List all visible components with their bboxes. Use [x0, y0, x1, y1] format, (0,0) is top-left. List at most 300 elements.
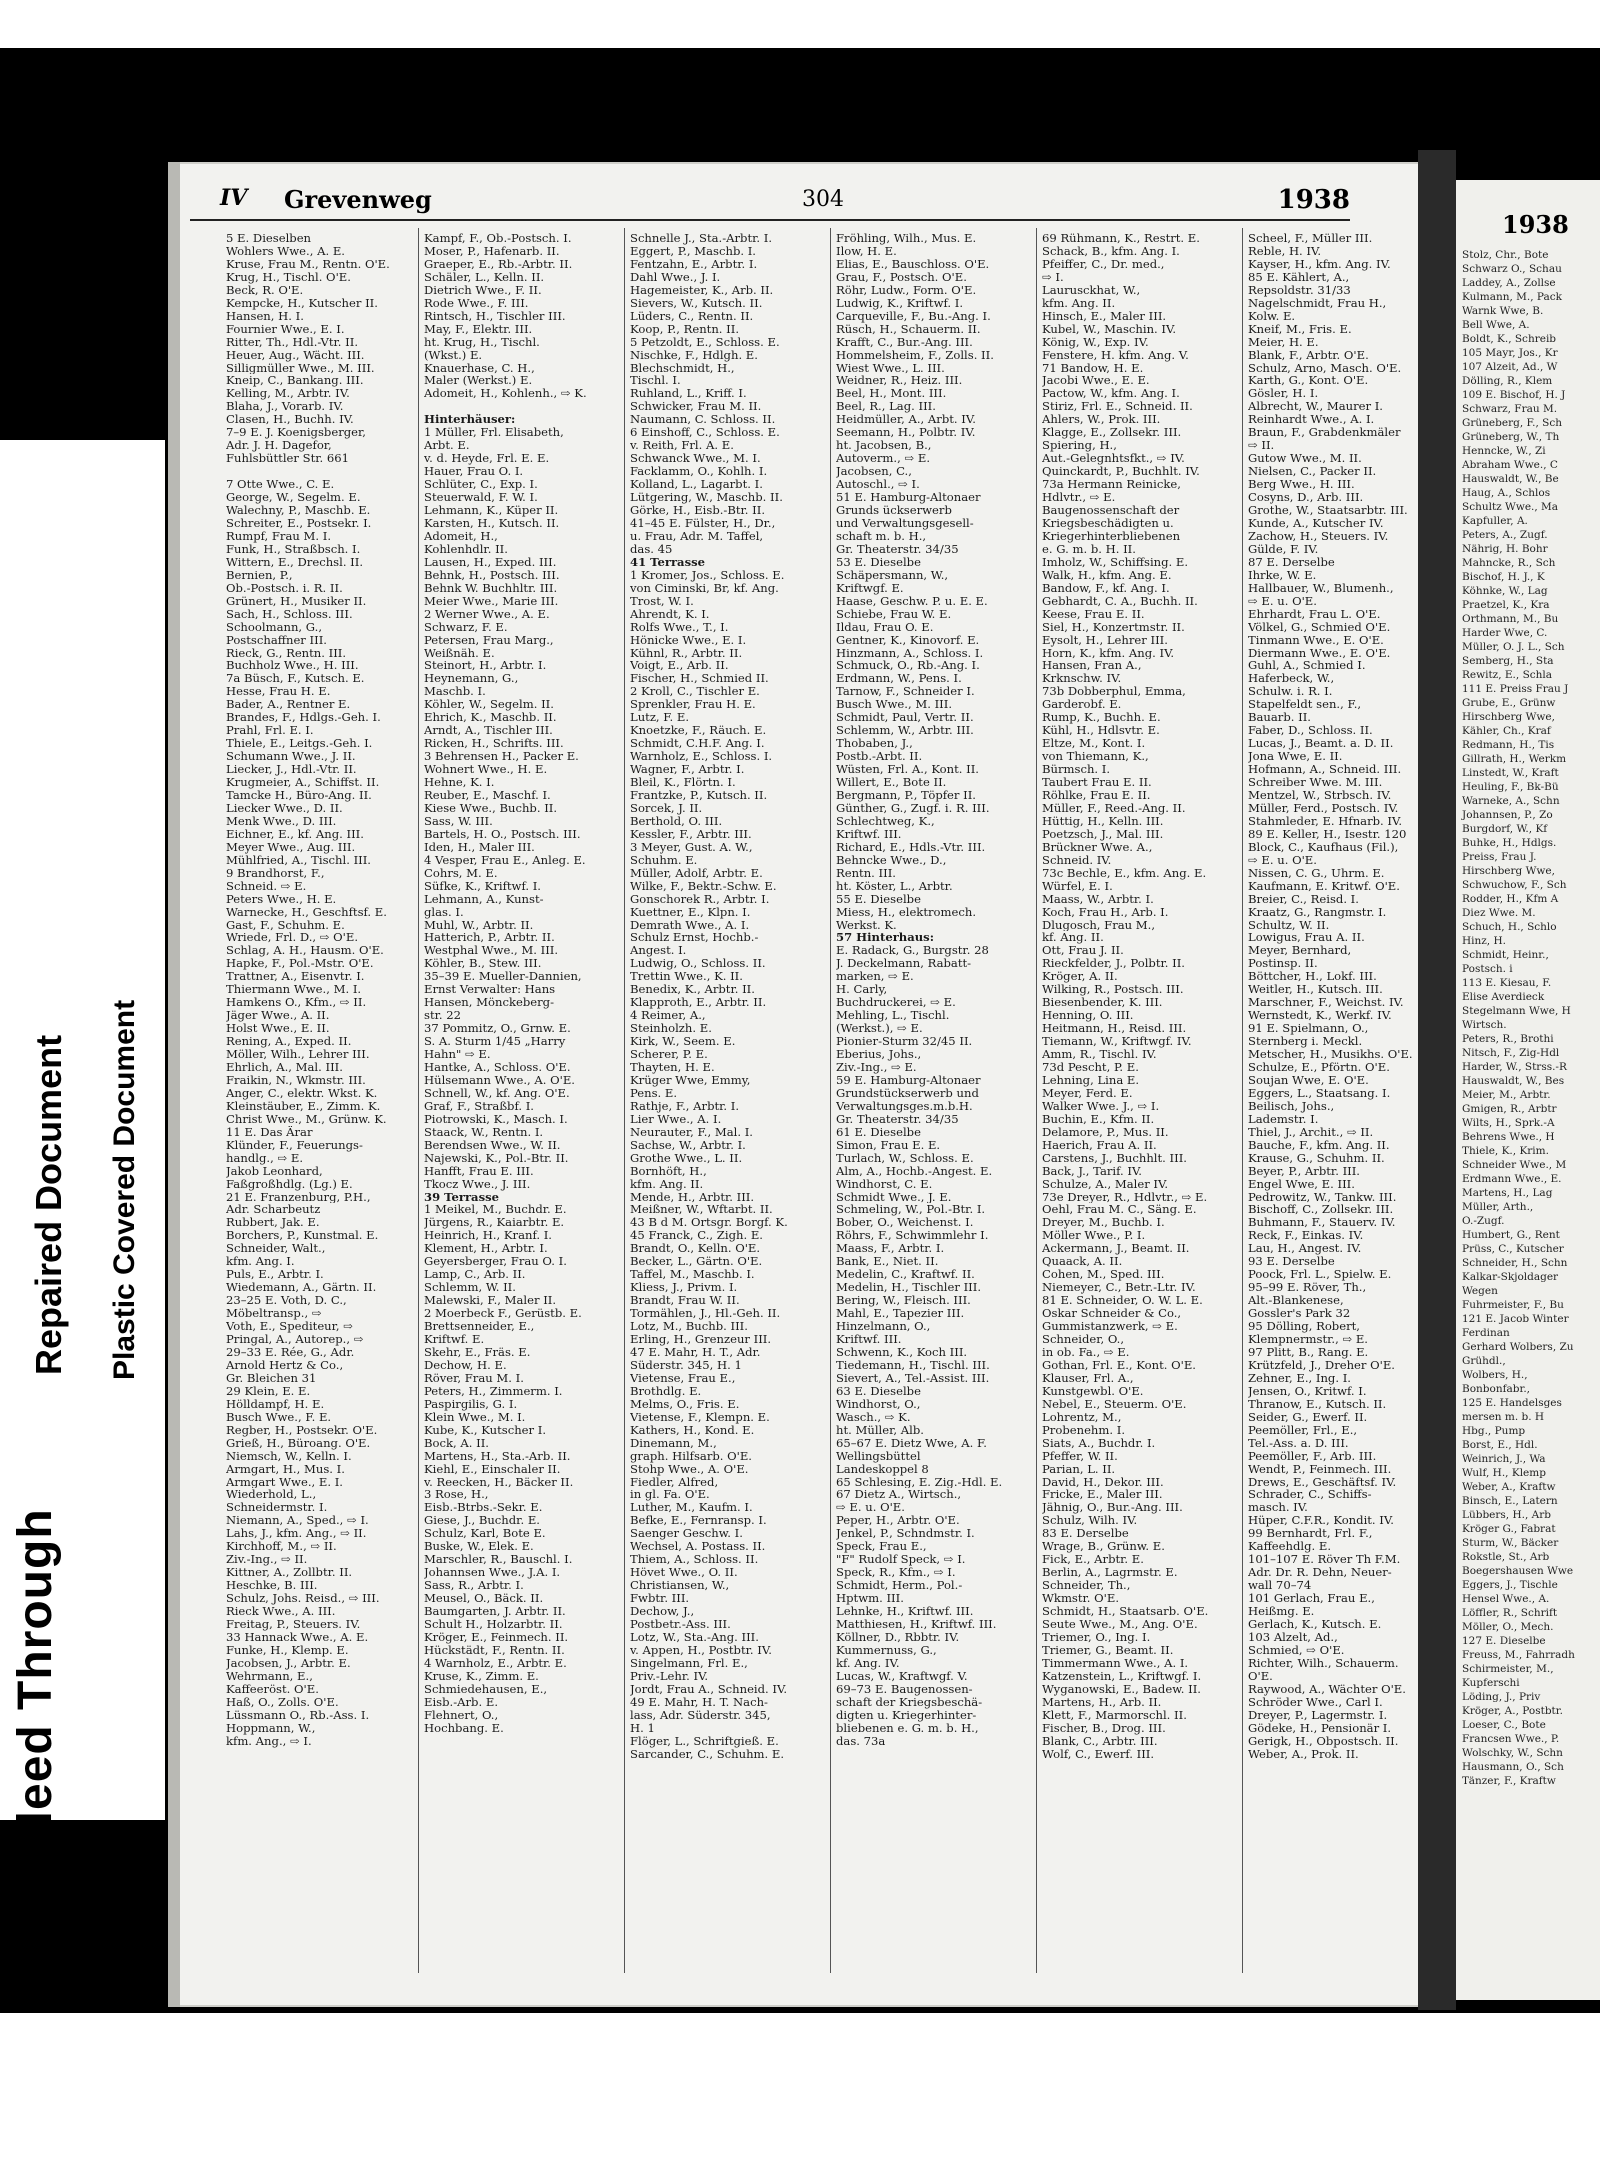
facing-entry: Löding, J., Priv — [1462, 1691, 1541, 1703]
directory-entry: Tamcke H., Büro-Ang. II. — [226, 788, 372, 802]
directory-entry: Brandt, O., Kelln. O'E. — [630, 1242, 761, 1256]
directory-entry: Reinhardt Wwe., A. I. — [1248, 413, 1375, 427]
page-number: 304 — [802, 187, 844, 212]
facing-entry: 111 E. Preiss Frau J — [1462, 683, 1569, 695]
directory-entry: 101 Gerlach, Frau E., — [1248, 1592, 1375, 1606]
facing-entry: Schuch, H., Schlo — [1462, 921, 1557, 933]
directory-entry: lass, Adr. Süderstr. 345, — [630, 1708, 771, 1722]
directory-entry: Rumpf, Frau M. I. — [226, 529, 332, 543]
directory-entry: Wiedemann, A., Gärtn. II. — [226, 1281, 377, 1295]
directory-entry: Mühlfried, A., Tischl. III. — [226, 853, 371, 867]
directory-entry: Wriede, Frl. D., ⇨ O'E. — [226, 931, 359, 945]
directory-entry: Niemsch, W., Kelln. I. — [226, 1449, 352, 1463]
directory-entry: 23–25 E. Voth, D. C., — [226, 1294, 347, 1308]
directory-entry: Kriftwf. E. — [424, 1333, 485, 1346]
directory-entry: H. Carly, — [836, 983, 888, 997]
directory-entry: Dreyer, M., Buchb. I. — [1042, 1216, 1165, 1230]
column-1 — [226, 232, 413, 1972]
directory-entry: 67 Dietz A., Wirtsch., — [836, 1488, 962, 1502]
directory-entry: kfm. Ang. I. — [226, 1255, 295, 1269]
directory-entry: Busch Wwe., M. III. — [836, 698, 953, 712]
facing-entry: 125 E. Handelsges — [1462, 1397, 1562, 1409]
directory-entry: 21 E. Franzenburg, P.H., — [226, 1190, 371, 1204]
directory-entry: Eysolt, H., Lehrer III. — [1042, 633, 1168, 647]
directory-entry: Kriegsbeschädigten u. — [1042, 516, 1174, 530]
directory-entry: v. d. Heyde, Frl. E. E. — [424, 452, 550, 466]
directory-entry: Bischoff, C., Zollsekr. III. — [1248, 1203, 1394, 1217]
directory-entry: Baumgarten, J. Arbtr. II. — [424, 1605, 566, 1618]
directory-entry: Guhl, A., Schmied I. — [1248, 659, 1366, 673]
directory-entry: Maass, F., Arbtr. I. — [836, 1242, 945, 1256]
directory-entry: Piotrowski, K., Masch. I. — [424, 1112, 568, 1126]
directory-entry: Alt.-Blankenese, — [1248, 1294, 1344, 1308]
directory-entry: Faßgroßhdlg. (Lg.) E. — [226, 1177, 353, 1191]
facing-entry: Stegelmann Wwe, H — [1462, 1005, 1571, 1017]
facing-entry: Wulf, H., Klemp — [1462, 1467, 1546, 1479]
directory-entry: Dechow, H. E. — [424, 1358, 507, 1372]
directory-entry: Reck, F., Einkas. IV. — [1248, 1229, 1364, 1243]
directory-entry: Lehnke, H., Kriftwf. III. — [836, 1605, 974, 1618]
directory-entry: Lamp, C., Arb. II. — [424, 1268, 526, 1282]
directory-entry: Eggert, P., Maschb. I. — [630, 244, 756, 258]
directory-entry: Wrage, B., Grünw. E. — [1042, 1540, 1165, 1554]
directory-entry: Jäger Wwe., A. II. — [226, 1009, 330, 1023]
directory-entry: Hinzelmann, O., — [836, 1320, 931, 1334]
directory-entry: Kelling, M., Arbtr. IV. — [226, 387, 350, 401]
directory-entry: Beel, R., Lag. III. — [836, 400, 936, 414]
directory-entry: Postinsp. II. — [1248, 957, 1318, 971]
directory-entry: Bader, A., Rentner E. — [226, 698, 351, 712]
directory-entry: Weißnäh. E. — [424, 646, 495, 660]
directory-entry: Dietrich Wwe., F. II. — [424, 283, 542, 297]
directory-entry: ⇨ E. u. O'E. — [1248, 594, 1317, 608]
directory-entry: Rintsch, H., Tischler III. — [424, 309, 566, 323]
directory-entry: Schneider, O., — [1042, 1333, 1125, 1346]
directory-entry: Melms, O., Fris. E. — [630, 1397, 740, 1411]
directory-entry: Gerlach, K., Kutsch. E. — [1248, 1617, 1382, 1631]
directory-entry: 51 E. Hamburg-Altonaer — [836, 491, 981, 505]
directory-entry: masch. IV. — [1248, 1501, 1308, 1515]
directory-entry: Lüders, C., Rentn. II. — [630, 309, 754, 323]
facing-entry: Hirschberg Wwe, — [1462, 711, 1555, 723]
facing-entry: Harder Wwe, C. — [1462, 627, 1548, 639]
directory-entry: Kühl, H., Hdlsvtr. E. — [1042, 724, 1160, 738]
facing-entry: Sturm, W., Bäcker — [1462, 1537, 1559, 1549]
directory-entry: Fraikin, N., Wkmstr. III. — [226, 1073, 366, 1087]
facing-entry: Behrens Wwe., H — [1462, 1131, 1555, 1143]
directory-entry: Lahs, J., kfm. Ang., ⇨ II. — [226, 1527, 367, 1541]
facing-entry: Harder, W., Strss.-R — [1462, 1061, 1567, 1073]
directory-entry: Jacobi Wwe., E. E. — [1042, 374, 1150, 388]
directory-entry: Luther, M., Kaufm. I. — [630, 1501, 753, 1515]
directory-entry: (Werkst.), ⇨ E. — [836, 1022, 923, 1036]
facing-entry: 127 E. Dieselbe — [1462, 1635, 1546, 1647]
directory-entry: Haerich, Frau A. II. — [1042, 1138, 1157, 1152]
directory-entry: Jenkel, P., Schndmstr. I. — [836, 1527, 975, 1541]
directory-entry: Petersen, Frau Marg., — [424, 633, 554, 647]
facing-page — [1456, 180, 1600, 2000]
directory-entry: Gummistanzwerk, ⇨ E. — [1042, 1320, 1178, 1334]
directory-entry: Kriftwf. III. — [836, 1333, 902, 1346]
directory-entry: Adr. Dr. R. Dehn, Neuer- — [1248, 1566, 1392, 1580]
directory-entry: Haß, O., Zolls. O'E. — [226, 1695, 339, 1709]
directory-entry: Behncke Wwe., D., — [836, 853, 947, 867]
directory-entry: von Thiemann, K., — [1042, 750, 1149, 764]
facing-entry: Wilts, H., Sprk.-A — [1462, 1117, 1555, 1129]
directory-entry: Ehrlich, A., Mal. III. — [226, 1061, 343, 1074]
directory-entry: Medelin, H., Tischler III. — [836, 1281, 982, 1295]
directory-entry: Mahl, E., Tapezier III. — [836, 1307, 965, 1321]
directory-entry: Lucas, W., Kraftwgf. V. — [836, 1669, 968, 1683]
directory-entry: Lowigus, Frau A. II. — [1248, 931, 1365, 945]
directory-entry: Maass, W., Arbtr. I. — [1042, 892, 1154, 906]
directory-entry: Imholz, W., Schiffsing. E. — [1042, 555, 1189, 569]
directory-entry: Dinemann, M., — [630, 1436, 717, 1450]
facing-entry: Postsch. i — [1462, 963, 1513, 975]
directory-entry: Arbt. E. — [424, 439, 470, 453]
directory-entry: graph. Hilfsarb. O'E. — [630, 1449, 752, 1463]
facing-entry: Schneider Wwe., M — [1462, 1159, 1567, 1171]
directory-entry: u. Frau, Adr. M. Taffel, — [630, 529, 764, 543]
directory-entry: 99 Bernhardt, Frl. F., — [1248, 1527, 1373, 1541]
directory-entry: Werkst. K. — [836, 918, 897, 932]
directory-entry: ⇨ II. — [1248, 439, 1275, 453]
directory-entry: Christiansen, W., — [630, 1579, 730, 1593]
directory-entry: Kneif, M., Fris. E. — [1248, 322, 1352, 336]
directory-entry: Warnecke, H., Geschftsf. E. — [226, 905, 387, 919]
directory-entry: 1 Müller, Frl. Elisabeth, — [424, 426, 564, 440]
directory-entry: Buchholz Wwe., H. III. — [226, 659, 359, 673]
facing-entry: Buhke, H., Hdlgs. — [1462, 837, 1557, 849]
directory-entry: ⇨ E. u. O'E. — [1248, 853, 1317, 867]
directory-entry: Graf, F., Straßbf. I. — [424, 1099, 534, 1113]
facing-entry: Hirschberg Wwe, — [1462, 865, 1555, 877]
directory-entry: Klauser, Frl. A., — [1042, 1371, 1134, 1385]
directory-entry: Rubbert, Jak. E. — [226, 1216, 320, 1230]
directory-entry: Rieck, G., Rentn. III. — [226, 646, 347, 660]
facing-entry: Möller, O., Mech. — [1462, 1621, 1554, 1633]
facing-entry: Hbg., Pump — [1462, 1425, 1526, 1437]
directory-entry: Garderobf. E. — [1042, 698, 1122, 712]
facing-entry: Bell Wwe, A. — [1462, 319, 1530, 331]
directory-entry: Schwicker, Frau M. II. — [630, 400, 762, 414]
book-gutter — [1418, 150, 1456, 2010]
directory-entry: Schnelle J., Sta.-Arbtr. I. — [630, 232, 773, 245]
directory-entry: Fricke, E., Maler III. — [1042, 1488, 1163, 1502]
directory-entry: Kuettner, E., Klpn. I. — [630, 905, 751, 919]
directory-entry: Schack, B., kfm. Ang. I. — [1042, 244, 1180, 258]
directory-entry: Walk, H., kfm. Ang. E. — [1042, 568, 1172, 582]
directory-entry: Block, C., Kaufhaus (Fil.), — [1248, 840, 1399, 854]
directory-entry: Kempcke, H., Kutscher II. — [226, 296, 378, 310]
facing-entry: Rokstle, St., Arb — [1462, 1551, 1550, 1563]
section-number: IV — [220, 185, 248, 211]
directory-entry: Priv.-Lehr. IV. — [630, 1669, 709, 1683]
directory-entry: Thiel, J., Archit., ⇨ II. — [1248, 1125, 1374, 1139]
directory-entry: Röhr, Ludw., Form. O'E. — [836, 283, 977, 297]
directory-entry: Naumann, C. Schloss. II. — [630, 413, 776, 427]
directory-entry: Kriegerhinterbliebenen — [1042, 529, 1181, 543]
directory-entry: 39 Terrasse — [424, 1190, 500, 1204]
page-edge — [168, 162, 180, 2007]
directory-entry: Kaffeeröst. O'E. — [226, 1682, 319, 1696]
directory-entry: Simon, Frau E. E. — [836, 1138, 941, 1152]
facing-entry: 107 Alzeit, Ad., W — [1462, 361, 1558, 373]
directory-entry: Reuber, E., Maschf. I. — [424, 788, 551, 802]
directory-entry: Gr. Theaterstr. 34/35 — [836, 1112, 959, 1126]
directory-entry: Erling, H., Grenzeur III. — [630, 1333, 772, 1346]
facing-entry: Kröger G., Fabrat — [1462, 1523, 1556, 1535]
directory-entry: Koch, Frau H., Arb. I. — [1042, 905, 1169, 919]
facing-entry: 113 E. Kiesau, F. — [1462, 977, 1552, 989]
directory-entry: Gr. Theaterstr. 34/35 — [836, 542, 959, 556]
directory-entry: Richter, Wilh., Schauerm. — [1248, 1656, 1399, 1670]
column-2 — [424, 232, 620, 1972]
facing-entry: mersen m. b. H — [1462, 1411, 1545, 1423]
directory-entry: Heschke, B. III. — [226, 1579, 318, 1593]
directory-entry: 7–9 E. J. Koenigsberger, — [226, 426, 366, 440]
directory-entry: Schlag, A. H., Hausm. O'E. — [226, 944, 384, 958]
directory-entry: Trattner, A., Eisenvtr. I. — [226, 970, 365, 984]
directory-entry: Metscher, H., Musikhs. O'E. — [1248, 1048, 1413, 1061]
directory-entry: 29 Klein, E. E. — [226, 1384, 311, 1398]
directory-entry: Grieß, H., Büroang. O'E. — [226, 1436, 371, 1450]
directory-entry: Steuerwald, F. W. I. — [424, 491, 538, 505]
directory-entry: Ziv.-Ing., ⇨ II. — [226, 1553, 308, 1567]
facing-entry: Henncke, W., Zi — [1462, 445, 1546, 457]
directory-entry: Schneider, Th., — [1042, 1579, 1131, 1593]
directory-entry: Bauarb. II. — [1248, 711, 1311, 725]
directory-entry: Kröger, A. II. — [1042, 970, 1118, 984]
facing-entry: Fuhrmeister, F., Bu — [1462, 1299, 1564, 1311]
facing-year: 1938 — [1502, 210, 1569, 239]
directory-entry: Arndt, A., Tischler III. — [424, 724, 553, 738]
directory-entry: 7a Büsch, F., Kutsch. E. — [226, 672, 365, 686]
directory-entry: Rieck Wwe., A. III. — [226, 1605, 336, 1618]
directory-entry: Jacobsen, J., Arbtr. E. — [226, 1656, 351, 1670]
directory-entry: Hahn" ⇨ E. — [424, 1048, 491, 1061]
directory-entry: Kathers, H., Kond. E. — [630, 1423, 755, 1437]
directory-entry: Kessler, F., Arbtr. III. — [630, 827, 752, 841]
directory-entry: Schröder Wwe., Carl I. — [1248, 1695, 1383, 1709]
directory-entry: Cosyns, D., Arb. III. — [1248, 491, 1364, 505]
directory-entry: Krüger Wwe, Emmy, — [630, 1073, 751, 1087]
facing-entry: Francsen Wwe., P. — [1462, 1733, 1560, 1745]
directory-entry: Grünert, H., Musiker II. — [226, 594, 367, 608]
directory-entry: Buchdruckerei, ⇨ E. — [836, 996, 956, 1010]
directory-entry: Schmiedehausen, E., — [424, 1682, 548, 1696]
facing-entry: Grube, E., Grünw — [1462, 697, 1556, 709]
directory-entry: das. 45 — [630, 542, 673, 556]
directory-entry: Graeper, E., Rb.-Arbtr. II. — [424, 257, 573, 271]
directory-entry: ht. Krug, H., Tischl. — [424, 335, 540, 349]
directory-entry: Eisb.-Btrbs.-Sekr. E. — [424, 1501, 543, 1515]
directory-entry: Aut.-Gelegnhtsfkt., ⇨ IV. — [1042, 452, 1185, 466]
facing-entry: Löffler, R., Schrift — [1462, 1607, 1558, 1619]
directory-entry: Schulz, Arno, Masch. O'E. — [1248, 361, 1402, 375]
directory-entry: Becker, L., Gärtn. O'E. — [630, 1255, 763, 1269]
directory-entry: Rathje, F., Arbtr. I. — [630, 1099, 740, 1113]
directory-entry: Hapke, F., Pol.-Mstr. O'E. — [226, 957, 374, 971]
directory-entry: Tinmann Wwe., E. O'E. — [1248, 633, 1384, 647]
directory-entry: Schmeling, W., Pol.-Btr. I. — [836, 1203, 986, 1217]
directory-entry: 73e Dreyer, R., Hdlvtr., ⇨ E. — [1042, 1190, 1208, 1204]
directory-entry: Lutz, F. E. — [630, 711, 690, 725]
directory-entry: Beyer, P., Arbtr. III. — [1248, 1164, 1360, 1178]
directory-entry: Reble, H. IV. — [1248, 244, 1322, 258]
directory-entry: Klett, F., Marmorschl. II. — [1042, 1708, 1187, 1722]
directory-entry: Schuhm. E. — [630, 853, 698, 867]
directory-entry: Tkocz Wwe., J. III. — [424, 1177, 531, 1191]
directory-entry: 63 E. Dieselbe — [836, 1384, 921, 1398]
directory-entry: kf. Ang. II. — [1042, 931, 1104, 945]
directory-entry: Schlüter, C., Exp. I. — [424, 478, 538, 492]
directory-entry: Sass, R., Arbtr. I. — [424, 1579, 524, 1593]
directory-entry: Willert, E., Bote II. — [836, 776, 947, 789]
directory-entry: Sach, H., Schloss. III. — [226, 607, 353, 621]
directory-entry: Heidmüller, A., Arbt. IV. — [836, 413, 976, 427]
directory-entry: 41 Terrasse — [630, 555, 706, 569]
directory-entry: Drews, E., Geschäftsf. IV. — [1248, 1475, 1397, 1489]
directory-entry: Staack, W., Rentn. I. — [424, 1125, 544, 1139]
facing-entry: Schwarz O., Schau — [1462, 263, 1562, 275]
directory-entry: Armgart Wwe., E. I. — [226, 1475, 343, 1489]
directory-entry: Brettsenneider, E., — [424, 1320, 535, 1334]
directory-entry: Haferbeck, W., — [1248, 672, 1335, 686]
directory-entry: Kummernuss, G., — [836, 1643, 937, 1657]
directory-entry: Sarcander, C., Schuhm. E. — [630, 1747, 785, 1761]
directory-entry: Thranow, E., Kutsch. II. — [1248, 1397, 1387, 1411]
directory-entry: Nissen, C. G., Uhrm. E. — [1248, 866, 1385, 880]
directory-entry: Fiedler, Alfred, — [630, 1475, 719, 1489]
directory-entry: Meyer Wwe., Aug. III. — [226, 840, 356, 854]
directory-entry: Funke, H., Klemp. E. — [226, 1643, 349, 1657]
directory-entry: Elias, E., Bauschloss. O'E. — [836, 257, 990, 271]
directory-entry: Bauche, F., kfm. Ang. II. — [1248, 1138, 1390, 1152]
directory-entry: Gonschorek R., Arbtr. I. — [630, 892, 770, 906]
directory-entry: Ahlers, W., Prok. III. — [1042, 413, 1161, 427]
directory-entry: Ackermann, J., Beamt. II. — [1042, 1242, 1190, 1256]
facing-entry: Redmann, H., Tis — [1462, 739, 1555, 751]
directory-entry: Würfel, E. I. — [1042, 879, 1113, 893]
directory-entry: Wüsten, Frl. A., Kont. II. — [836, 763, 979, 777]
directory-entry: Befke, E., Fernransp. I. — [630, 1514, 767, 1528]
facing-entry: Hauswaldt, W., Bes — [1462, 1075, 1565, 1087]
directory-entry: Fick, E., Arbtr. E. — [1042, 1553, 1144, 1567]
directory-entry: Lotz, W., Sta.-Ang. III. — [630, 1630, 759, 1644]
directory-entry: Freitag, P., Steuers. IV. — [226, 1617, 361, 1631]
directory-entry: 3 Rose, H., — [424, 1488, 489, 1502]
directory-entry: Blank, C., Arbtr. III. — [1042, 1734, 1158, 1748]
facing-entry: Tänzer, F., Kraftw — [1462, 1775, 1556, 1787]
directory-entry: Saenger Geschw. I. — [630, 1527, 743, 1541]
directory-entry: Schoolmann, G., — [226, 620, 322, 634]
directory-entry: Sachse, W., Arbtr. I. — [630, 1138, 746, 1152]
directory-entry: Gerigk, H., Obpostsch. II. — [1248, 1734, 1399, 1748]
directory-entry: e. G. m. b. H. II. — [1042, 542, 1136, 556]
directory-entry: Peemöller, F., Arb. III. — [1248, 1449, 1377, 1463]
directory-entry: Borchers, P., Kunstmal. E. — [226, 1229, 379, 1243]
directory-entry: Brandt, Frau W. II. — [630, 1294, 740, 1308]
directory-entry: Buhmann, F., Stauerv. IV. — [1248, 1216, 1396, 1230]
facing-entry: Linstedt, W., Kraft — [1462, 767, 1559, 779]
directory-entry: Möller Wwe., P. I. — [1042, 1229, 1146, 1243]
directory-entry: Funk, H., Straßbsch. I. — [226, 542, 361, 556]
directory-entry: 11 E. Das Ärar — [226, 1125, 313, 1139]
directory-entry: 49 E. Mahr, H. T. Nach- — [630, 1695, 768, 1709]
directory-entry: Grundstückserwerb und — [836, 1086, 979, 1100]
directory-entry: Weber, A., Prok. II. — [1248, 1747, 1359, 1761]
facing-entry: Wegen — [1462, 1285, 1498, 1297]
directory-entry: Windhorst, O., — [836, 1397, 921, 1411]
directory-entry: Arnold Hertz & Co., — [226, 1358, 344, 1372]
directory-entry: Schulw. i. R. I. — [1248, 685, 1333, 699]
directory-entry: Hoppmann, W., — [226, 1721, 316, 1735]
directory-entry: Carqueville, F., Bu.-Ang. I. — [836, 309, 991, 323]
facing-entry: O.-Zugf. — [1462, 1215, 1505, 1227]
directory-entry: Krause, G., Schuhm. II. — [1248, 1151, 1385, 1165]
directory-entry: Möller, Wilh., Lehrer III. — [226, 1048, 370, 1061]
directory-entry: Schlechtweg, K., — [836, 814, 935, 828]
directory-entry: Ziv.-Ing., ⇨ E. — [836, 1061, 917, 1074]
directory-entry: 7 Otte Wwe., C. E. — [226, 478, 335, 492]
directory-entry: 6 Einshoff, C., Schloss. E. — [630, 426, 780, 440]
directory-entry: Grothe Wwe., L. II. — [630, 1151, 743, 1165]
directory-entry: 33 Hannack Wwe., A. E. — [226, 1630, 369, 1644]
directory-entry: Zehner, E., Ing. I. — [1248, 1371, 1351, 1385]
directory-entry: Cohen, M., Sped. III. — [1042, 1268, 1165, 1282]
facing-entry: Humbert, G., Rent — [1462, 1229, 1560, 1241]
directory-entry: kfm. Ang. II. — [630, 1177, 704, 1191]
directory-entry: Schreiber Wwe. M. III. — [1248, 776, 1383, 789]
bleed-through-label: Bleed Through — [9, 1508, 62, 1860]
directory-entry: Kohlenhdlr. II. — [424, 542, 508, 556]
directory-entry: Kröger, E., Feinmech. II. — [424, 1630, 569, 1644]
directory-entry: Bering, W., Fleisch. III. — [836, 1294, 971, 1308]
directory-entry — [226, 465, 413, 478]
directory-entry: Fournier Wwe., E. I. — [226, 322, 345, 336]
directory-entry: Jona Wwe, E. II. — [1248, 750, 1343, 764]
directory-entry: Tarnow, F., Schneider I. — [836, 685, 975, 699]
facing-entry: Boegershausen Wwe — [1462, 1565, 1574, 1577]
directory-entry: Warnholz, E., Schloss. I. — [630, 750, 773, 764]
directory-entry: Oskar Schneider & Co., — [1042, 1307, 1182, 1321]
directory-entry: Kraatz, G., Rangmstr. I. — [1248, 905, 1387, 919]
directory-entry: Breier, C., Reisd. I. — [1248, 892, 1359, 906]
directory-entry: Brothdlg. E. — [630, 1384, 702, 1398]
column-3 — [630, 232, 826, 1972]
directory-entry: Mehling, L., Tischl. — [836, 1009, 950, 1023]
directory-entry: Adr. Scharbeutz — [226, 1203, 321, 1217]
directory-entry: Giese, J., Buchdr. E. — [424, 1514, 540, 1528]
directory-entry: Stohp Wwe., A. O'E. — [630, 1462, 749, 1476]
directory-entry: ht. Müller, Alb. — [836, 1423, 924, 1437]
directory-entry: Krknschw. IV. — [1042, 672, 1122, 686]
directory-entry: Neurauter, F., Mal. I. — [630, 1125, 753, 1139]
directory-entry: Diermann Wwe., E. O'E. — [1248, 646, 1391, 660]
facing-entry: Kupferschi — [1462, 1677, 1520, 1689]
directory-entry: Miess, H., elektromech. — [836, 905, 977, 919]
facing-entry: Thiele, K., Krim. — [1462, 1145, 1549, 1157]
directory-entry: 47 E. Mahr, H. T., Adr. — [630, 1345, 761, 1359]
directory-entry: Gödeke, H., Pensionär I. — [1248, 1721, 1392, 1735]
directory-entry: Kleinstäuber, E., Zimm. K. — [226, 1099, 381, 1113]
directory-entry: 97 Plitt, B., Rang. E. — [1248, 1345, 1369, 1359]
directory-entry: Bornhöft, H., — [630, 1164, 707, 1178]
directory-entry: 95 Dölling, Robert, — [1248, 1320, 1360, 1334]
directory-entry: Schiebe, Frau W. E. — [836, 607, 952, 621]
directory-entry: Klement, H., Arbtr. I. — [424, 1242, 548, 1256]
